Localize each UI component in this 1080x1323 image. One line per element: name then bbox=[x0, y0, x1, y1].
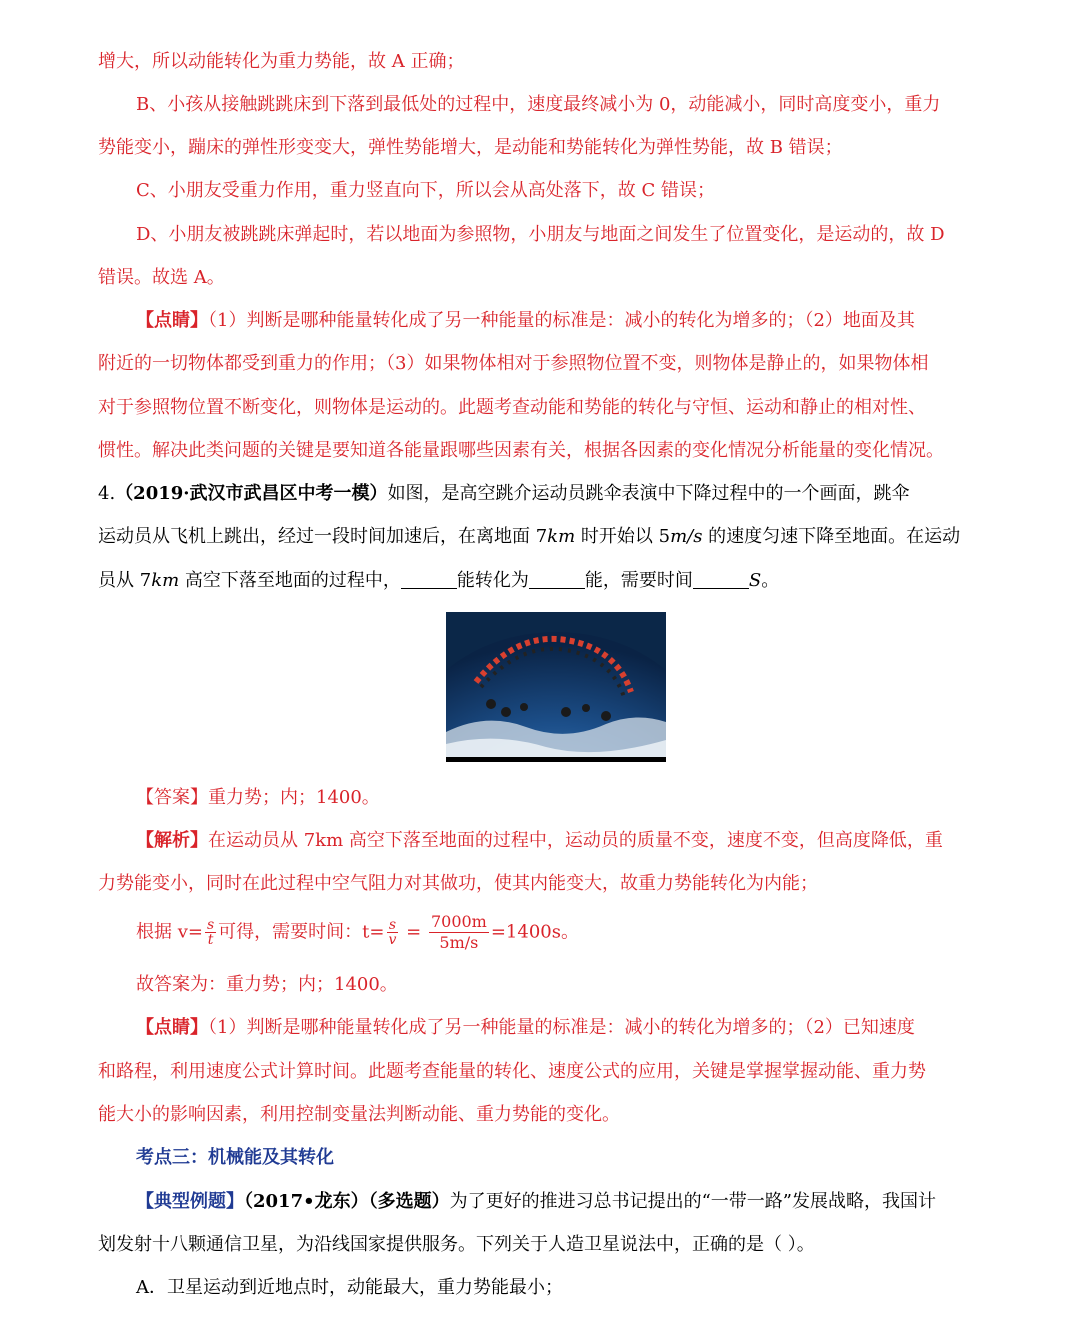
note-text: （1）判断是哪种能量转化成了另一种能量的标准是：减小的转化为增多的；（2）已知速度 bbox=[208, 1017, 915, 1038]
unit-km: km bbox=[151, 570, 180, 591]
option-a: A．卫星运动到近地点时，动能最大，重力势能最小； bbox=[136, 1277, 563, 1298]
fraction-numerator: 7000m bbox=[430, 912, 487, 931]
question-number: 4. bbox=[98, 483, 116, 504]
formula-text: 可得，需要时间：t= bbox=[218, 921, 385, 943]
question-text: 高空下落至地面的过程中， bbox=[179, 570, 401, 591]
note-text: （1）判断是哪种能量转化成了另一种能量的标准是：减小的转化为增多的；（2）地面及其 bbox=[208, 310, 915, 331]
text-line: 增大，所以动能转化为重力势能，故 A 正确； bbox=[98, 51, 465, 72]
question-text: 如图，是高空跳介运动员跳伞表演中下降过程中的一个画面，跳伞 bbox=[387, 483, 910, 504]
formula-line bbox=[136, 912, 984, 952]
question-line bbox=[98, 524, 984, 550]
section-heading: 考点三：机械能及其转化 bbox=[136, 1147, 334, 1168]
analysis-line bbox=[136, 828, 984, 854]
example-tag: 【典型例题】 bbox=[136, 1191, 244, 1212]
example-line bbox=[136, 1189, 984, 1215]
unit-km: km bbox=[547, 526, 576, 547]
fraction-s-over-t bbox=[205, 918, 216, 947]
question-text: 能转化为 bbox=[456, 570, 529, 591]
note-line bbox=[136, 308, 984, 334]
text-line: 对于参照物位置不断变化，则物体是运动的。此题考查动能和势能的转化与守恒、运动和静止的相对性、 bbox=[98, 397, 926, 418]
example-source: （2017•龙东）（多选题） bbox=[244, 1191, 450, 1212]
fraction-s-over-v bbox=[387, 918, 399, 947]
question-text: 时开始以 5 bbox=[575, 526, 671, 547]
text-line: D、小朋友被跳跳床弹起时，若以地面为参照物，小朋友与地面之间发生了位置变化，是运动的，故 D bbox=[136, 224, 945, 245]
note-tag: 【点睛】 bbox=[136, 310, 208, 331]
text-line: 和路程，利用速度公式计算时间。此题考查能量的转化、速度公式的应用，关键是掌握掌握动能、重力势 bbox=[98, 1061, 926, 1082]
text-line: 力势能变小，同时在此过程中空气阻力对其做功，使其内能变大，故重力势能转化为内能； bbox=[98, 873, 818, 894]
text-line: 势能变小，蹦床的弹性形变变大，弹性势能增大，是动能和势能转化为弹性势能，故 B 错误； bbox=[98, 137, 843, 158]
question-text: 能，需要时间 bbox=[584, 570, 693, 591]
fraction-numerator: s bbox=[206, 917, 215, 933]
fraction-numerator: s bbox=[387, 918, 399, 933]
formula-text: = bbox=[400, 921, 427, 943]
text-line: 划发射十八颗通信卫星，为沿线国家提供服务。下列关于人造卫星说法中，正确的是（ ）。 bbox=[98, 1234, 815, 1255]
unit-ms: m/s bbox=[670, 526, 703, 547]
question-text: 。 bbox=[761, 570, 780, 591]
text-line: 附近的一切物体都受到重力的作用；（3）如果物体相对于参照物位置不变，则物体是静止的，如果物体相 bbox=[98, 353, 929, 374]
formula-text: =1400s。 bbox=[490, 921, 579, 943]
text-line: 错误。故选 A。 bbox=[98, 267, 225, 288]
skydivers-photo bbox=[446, 612, 666, 762]
blank-3 bbox=[693, 570, 749, 589]
blank-2 bbox=[529, 570, 585, 589]
fraction-denominator: v bbox=[388, 932, 397, 948]
text-line: 故答案为：重力势；内；1400。 bbox=[136, 974, 398, 995]
note-tag: 【点睛】 bbox=[136, 1017, 208, 1038]
example-text: 为了更好的推进习总书记提出的“一带一路”发展战略，我国计 bbox=[449, 1191, 937, 1212]
text-line: C、小朋友受重力作用，重力竖直向下，所以会从高处落下，故 C 错误； bbox=[136, 180, 715, 201]
text-line: 惯性。解决此类问题的关键是要知道各能量跟哪些因素有关，根据各因素的变化情况分析能量的变化情况。 bbox=[98, 440, 944, 461]
question-source: （2019·武汉市武昌区中考一模） bbox=[115, 483, 388, 504]
fraction-7000-over-5 bbox=[429, 912, 489, 953]
question-line bbox=[98, 481, 984, 507]
question-line bbox=[98, 568, 984, 594]
fraction-denominator: t bbox=[207, 932, 214, 948]
blank-1 bbox=[401, 570, 457, 589]
question-text: 运动员从飞机上跳出，经过一段时间加速后，在离地面 7 bbox=[98, 526, 548, 547]
question-text: 的速度匀速下降至地面。在运动 bbox=[702, 526, 961, 547]
analysis-text: 在运动员从 7km 高空下落至地面的过程中，运动员的质量不变，速度不变，但高度降低，重 bbox=[208, 830, 943, 851]
answer-line bbox=[136, 785, 984, 811]
fraction-denominator: 5m/s bbox=[439, 933, 479, 952]
answer-text: 重力势；内；1400。 bbox=[208, 787, 380, 808]
formula-text: 根据 v= bbox=[136, 921, 203, 943]
analysis-tag: 【解析】 bbox=[136, 830, 208, 851]
answer-tag: 【答案】 bbox=[136, 787, 208, 808]
text-line: B、小孩从接触跳跳床到下落到最低处的过程中，速度最终减小为 0，动能减小，同时高度变小，重力 bbox=[136, 94, 941, 115]
note-line bbox=[136, 1015, 984, 1041]
question-text: 员从 7 bbox=[98, 570, 152, 591]
unit-s: S bbox=[748, 570, 762, 591]
text-line: 能大小的影响因素，利用控制变量法判断动能、重力势能的变化。 bbox=[98, 1104, 620, 1125]
